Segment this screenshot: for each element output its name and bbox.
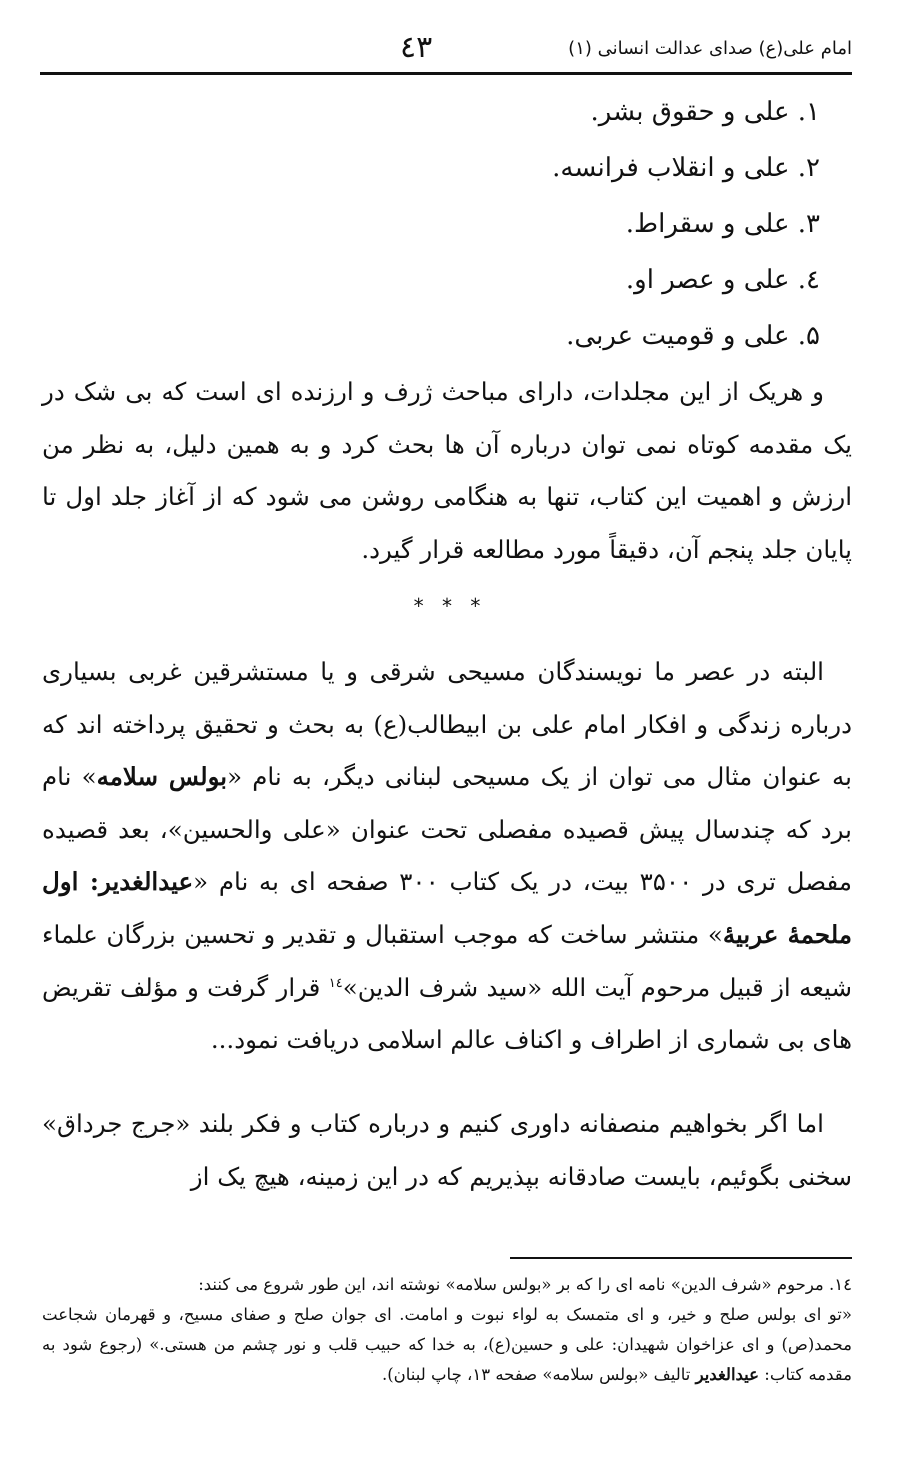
paragraph: و هریک از این مجلدات، دارای مباحث ژرف و ارزنده ای است که بی شک در یک مقدمه کوتاه نمی توان درباره آن ها بحث کرد و به همین دلیل، به نظر من ارزش و اهمیت این کتاب، تنها به هنگامی روشن می شود که از آغاز جلد اول تا پایان جلد پنجم آن، دقیقاً مورد مطالعه قرار گیرد. (42, 377, 852, 564)
text-run: «تو ای بولس صلح و خیر، و ای متمسک به لواء نبوت و امامت. ای جوان صلح و صفای مسیح، و قهرمان شجاعت محمد(ص) و ای عزاخوان شهیدان: علی و حسین(ع)، به خدا که حبیب قلب و نور چشم من هستی.» (رجوع شود به مقدمه کتاب: (42, 1305, 852, 1384)
list-item: ۳. علی و سقراط. (625, 209, 820, 239)
text-run: » منتشر ساخت که موجب استقبال و تقدیر و تحسین بزرگان علماء شیعه از قبیل مرحوم آیت الله «سید شرف الدین» (42, 919, 852, 1002)
footnote-marker: ۱٤ (328, 975, 343, 991)
paragraph (42, 646, 852, 1067)
running-title: امام علی(ع) صدای عدالت انسانی (۱) (568, 38, 852, 59)
bold-text: عیدالغدیر (695, 1365, 760, 1384)
list-item: ٤. علی و عصر او. (625, 265, 820, 295)
page-header (40, 24, 852, 75)
bold-text: عیدالغدیر: اول ملحمهٔ عربیهٔ (42, 867, 852, 949)
footnote-line: ۱٤. مرحوم «شرف الدین» نامه ای را که بر «بولس سلامه» نوشته اند، این طور شروع می کنند: (198, 1275, 852, 1294)
volume-list (220, 90, 820, 370)
list-item: ۵. علی و قومیت عربی. (566, 321, 820, 351)
text-run: البته در عصر ما نویسندگان مسیحی شرقی و یا مستشرقین غربی بسیاری درباره زندگی و افکار امام علی بن ابیطالب(ع) به بحث و تحقیق پرداخته اند که به عنوان مثال می توان از یک مسیحی لبنانی دیگر، به نام « (42, 657, 852, 792)
page-number: ٤٣ (400, 30, 433, 65)
text-run: قرار گرفت و مؤلف تقریض های بی شماری از اطراف و اکناف عالم اسلامی دریافت نمود... (42, 972, 852, 1055)
text-run: تالیف «بولس سلامه» صفحه ۱۳، چاپ لبنان). (381, 1365, 696, 1384)
section-separator: * * * (413, 594, 487, 618)
paragraph: اما اگر بخواهیم منصفانه داوری کنیم و درباره کتاب و فکر بلند «جرج جرداق» سخنی بگوئیم، بایست صادقانه بپذیریم که در این زمینه، هیچ یک از (42, 1109, 852, 1191)
list-item: ۲. علی و انقلاب فرانسه. (552, 153, 820, 183)
footnote-quote (42, 1300, 852, 1390)
list-item: ۱. علی و حقوق بشر. (590, 97, 820, 127)
footnotes (42, 1270, 852, 1390)
footnote-divider (510, 1257, 852, 1259)
bold-text: بولس سلامه (96, 762, 228, 792)
text-run: » نام برد که چندسال پیش قصیده مفصلی تحت عنوان «علی والحسین»، بعد قصیده مفصل تری در ۳۵۰۰ بیت، در یک کتاب ۳۰۰ صفحه ای به نام « (42, 762, 852, 897)
